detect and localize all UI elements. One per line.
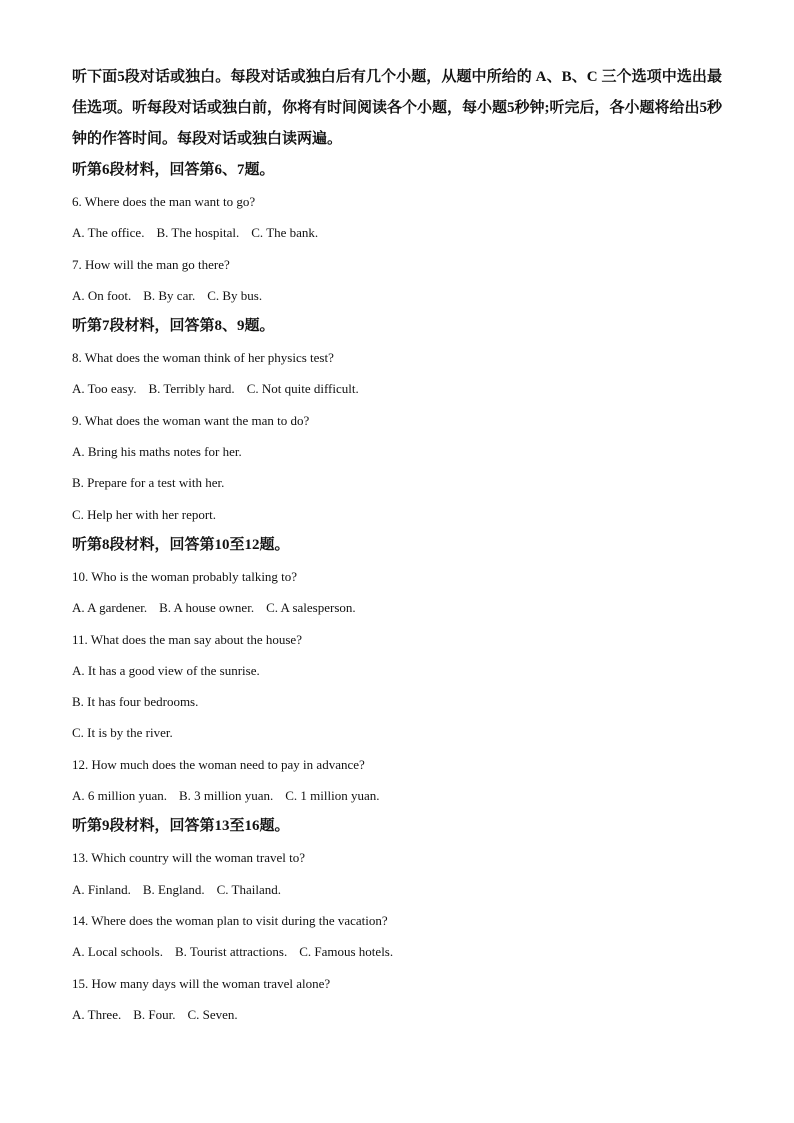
answer-options [72,686,722,717]
answer-option: A. A gardener. [72,600,148,616]
question-text: 14. Where does the woman plan to visit during the vacation? [72,912,388,928]
answer-options [72,436,722,467]
answer-option: A. On foot. [72,287,132,303]
section-heading: 听第9段材料，回答第13至16题。 [72,818,290,835]
section-heading: 听第8段材料，回答第10至12题。 [72,536,290,553]
answer-option: C. Famous hotels. [299,944,394,960]
answer-option: A. It has a good view of the sunrise. [72,662,260,678]
answer-option: C. By bus. [207,287,263,303]
answer-options [72,717,722,748]
question-text: 6. Where does the man want to go? [72,194,256,209]
answer-option: B. Terribly hard. [148,381,235,397]
section-heading: 听第6段材料，回答第6、7题。 [72,162,275,178]
answer-option: C. Help her with her report. [72,506,217,522]
answer-option: B. England. [142,881,205,897]
question-text: 13. Which country will the woman travel to? [72,850,305,866]
answer-option: B. It has four bedrooms. [72,694,199,710]
question-text: 12. How much does the woman need to pay in advance? [72,756,365,772]
answer-options [72,936,722,967]
document-page [72,62,722,1030]
question-list [72,155,722,1030]
answer-options [72,592,722,623]
section-heading: 听第7段材料，回答第8、9题。 [72,318,275,335]
question-text: 15. How many days will the woman travel alone? [72,975,331,991]
question-text: 8. What does the woman think of her physics test? [72,350,334,366]
answer-option: A. 6 million yuan. [72,788,167,804]
answer-option: A. Bring his maths notes for her. [72,444,242,460]
answer-options [72,373,722,404]
answer-option: C. A salesperson. [266,600,356,616]
answer-option: B. The hospital. [156,225,240,241]
answer-option: B. 3 million yuan. [178,788,274,804]
answer-option: C. Thailand. [216,881,282,897]
answer-option: A. The office. [72,225,145,241]
answer-option: B. Four. [133,1006,176,1022]
answer-options [72,655,722,686]
answer-option: C. It is by the river. [72,725,173,741]
answer-option: B. By car. [143,287,196,303]
answer-option: B. Prepare for a test with her. [72,475,225,491]
answer-option: C. Not quite difficult. [246,381,359,397]
answer-options [72,499,722,530]
question-text: 10. Who is the woman probably talking to? [72,568,298,584]
question-text: 7. How will the man go there? [72,256,230,272]
answer-option: B. Tourist attractions. [174,944,288,960]
answer-options [72,467,722,498]
question-text: 9. What does the woman want the man to do? [72,412,310,428]
answer-options [72,280,722,311]
answer-option: B. A house owner. [159,600,255,616]
answer-option: A. Local schools. [72,944,163,960]
answer-option: C. The bank. [251,225,319,241]
answer-options [72,999,722,1030]
answer-option: A. Too easy. [72,381,137,397]
instructions-paragraph: 听下面5段对话或独白。每段对话或独白后有几个小题，从题中所给的 A、B、C 三个选项中选出最佳选项。听每段对话或独白前，你将有时间阅读各个小题，每小题5秒钟;听完后，各小题将给出5秒钟的作答时间。每段对话或独白读两遍。 [72,69,722,147]
answer-options [72,780,722,811]
answer-option: A. Finland. [72,881,131,897]
answer-option: A. Three. [72,1006,122,1022]
answer-options [72,874,722,905]
answer-option: C. 1 million yuan. [285,788,380,804]
answer-options [72,217,722,248]
question-text: 11. What does the man say about the house? [72,631,302,647]
answer-option: C. Seven. [187,1006,238,1022]
